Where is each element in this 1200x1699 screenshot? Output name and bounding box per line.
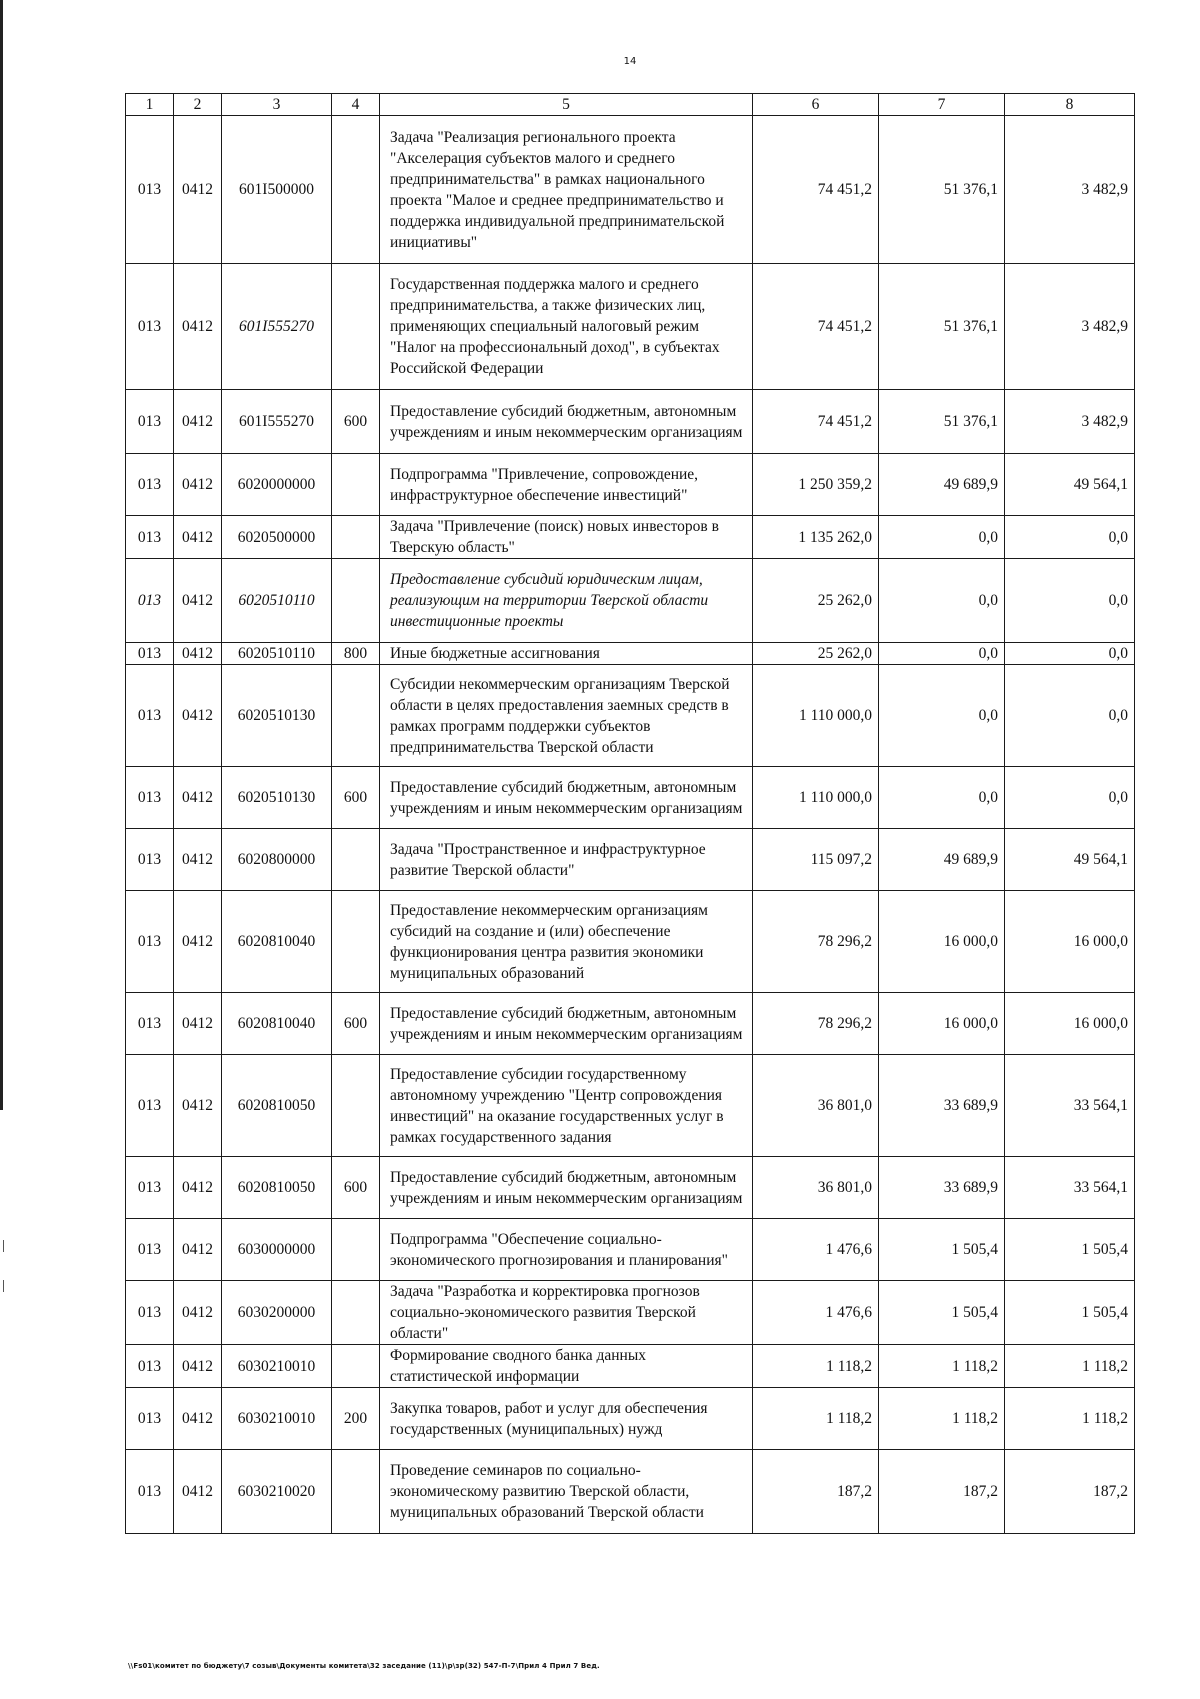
amount-2022-cell: 0,0	[879, 643, 1005, 665]
amount-2022-cell: 0,0	[879, 516, 1005, 559]
amount-2021-cell: 74 451,2	[753, 264, 879, 390]
amount-2023-cell: 0,0	[1005, 516, 1135, 559]
admin-code-cell: 013	[126, 665, 174, 767]
table-row	[126, 993, 1135, 1055]
target-article-cell: 6030200000	[222, 1281, 332, 1345]
amount-2022-cell: 1 118,2	[879, 1388, 1005, 1450]
expense-type-cell	[332, 454, 380, 516]
description-cell: Задача "Разработка и корректировка прогнозов социально-экономического развития Тверской области"	[380, 1281, 753, 1345]
description-cell: Предоставление субсидии государственному автономному учреждению "Центр сопровождения инвестиций" на оказание государственных услуг в рамках государственного задания	[380, 1055, 753, 1157]
amount-2023-cell: 3 482,9	[1005, 390, 1135, 454]
target-article-cell: 6020510110	[222, 559, 332, 643]
section-code-cell: 0412	[174, 891, 222, 993]
section-code-cell: 0412	[174, 559, 222, 643]
expense-type-cell	[332, 1219, 380, 1281]
table-row	[126, 665, 1135, 767]
expense-type-cell	[332, 1450, 380, 1534]
amount-2023-cell: 3 482,9	[1005, 264, 1135, 390]
target-article-cell: 6020810040	[222, 891, 332, 993]
amount-2021-cell: 1 476,6	[753, 1281, 879, 1345]
description-cell: Задача "Привлечение (поиск) новых инвесторов в Тверскую область"	[380, 516, 753, 559]
amount-2023-cell: 16 000,0	[1005, 993, 1135, 1055]
amount-2023-cell: 0,0	[1005, 559, 1135, 643]
amount-2021-cell: 36 801,0	[753, 1157, 879, 1219]
header-cell: 5	[380, 94, 753, 116]
target-article-cell: 6020810040	[222, 993, 332, 1055]
table-row	[126, 516, 1135, 559]
target-article-cell: 601I555270	[222, 390, 332, 454]
amount-2021-cell: 1 135 262,0	[753, 516, 879, 559]
amount-2023-cell: 187,2	[1005, 1450, 1135, 1534]
amount-2023-cell: 1 118,2	[1005, 1345, 1135, 1388]
target-article-cell: 6020810050	[222, 1157, 332, 1219]
expense-type-cell	[332, 559, 380, 643]
amount-2023-cell: 1 118,2	[1005, 1388, 1135, 1450]
target-article-cell: 601I500000	[222, 116, 332, 264]
admin-code-cell: 013	[126, 829, 174, 891]
amount-2021-cell: 74 451,2	[753, 390, 879, 454]
expense-type-cell	[332, 891, 380, 993]
admin-code-cell: 013	[126, 1345, 174, 1388]
amount-2023-cell: 0,0	[1005, 643, 1135, 665]
description-cell: Предоставление некоммерческим организациям субсидий на создание и (или) обеспечение функционирования центра развития экономики муниципальных образований	[380, 891, 753, 993]
admin-code-cell: 013	[126, 454, 174, 516]
target-article-cell: 6020000000	[222, 454, 332, 516]
amount-2022-cell: 49 689,9	[879, 829, 1005, 891]
table-row	[126, 1055, 1135, 1157]
amount-2021-cell: 25 262,0	[753, 559, 879, 643]
amount-2023-cell: 49 564,1	[1005, 454, 1135, 516]
expense-type-cell	[332, 1345, 380, 1388]
table-row	[126, 1157, 1135, 1219]
description-cell: Задача "Пространственное и инфраструктурное развитие Тверской области"	[380, 829, 753, 891]
section-code-cell: 0412	[174, 454, 222, 516]
target-article-cell: 6020500000	[222, 516, 332, 559]
description-cell: Подпрограмма "Привлечение, сопровождение, инфраструктурное обеспечение инвестиций"	[380, 454, 753, 516]
expense-type-cell: 600	[332, 993, 380, 1055]
table-row	[126, 643, 1135, 665]
admin-code-cell: 013	[126, 1388, 174, 1450]
amount-2021-cell: 1 110 000,0	[753, 767, 879, 829]
expense-type-cell	[332, 829, 380, 891]
amount-2023-cell: 1 505,4	[1005, 1281, 1135, 1345]
description-cell: Предоставление субсидий бюджетным, автономным учреждениям и иным некоммерческим организациям	[380, 767, 753, 829]
table-row	[126, 1281, 1135, 1345]
expense-type-cell	[332, 516, 380, 559]
header-cell: 8	[1005, 94, 1135, 116]
section-code-cell: 0412	[174, 829, 222, 891]
amount-2023-cell: 0,0	[1005, 665, 1135, 767]
scan-mark	[3, 1240, 4, 1252]
admin-code-cell: 013	[126, 767, 174, 829]
page-number: 14	[623, 56, 637, 67]
amount-2023-cell: 33 564,1	[1005, 1157, 1135, 1219]
footer-file-path: \\Fs01\комитет по бюджету\7 созыв\Документы комитета\32 заседание (11)\р\зр(32) 547-П-7\Прил 4 Прил 7 Вед.	[128, 1662, 600, 1670]
header-cell: 4	[332, 94, 380, 116]
amount-2021-cell: 78 296,2	[753, 993, 879, 1055]
target-article-cell: 6020810050	[222, 1055, 332, 1157]
description-cell: Закупка товаров, работ и услуг для обеспечения государственных (муниципальных) нужд	[380, 1388, 753, 1450]
header-cell: 1	[126, 94, 174, 116]
description-cell: Подпрограмма "Обеспечение социально-экономического прогнозирования и планирования"	[380, 1219, 753, 1281]
amount-2022-cell: 51 376,1	[879, 116, 1005, 264]
section-code-cell: 0412	[174, 993, 222, 1055]
expense-type-cell: 600	[332, 767, 380, 829]
scan-mark	[3, 1280, 4, 1292]
description-cell: Предоставление субсидий бюджетным, автономным учреждениям и иным некоммерческим организациям	[380, 1157, 753, 1219]
description-cell: Задача "Реализация регионального проекта "Акселерация субъектов малого и среднего предпринимательства" в рамках национального проекта "Малое и среднее предпринимательство и поддержка индивидуальной предпринимательской инициативы"	[380, 116, 753, 264]
amount-2023-cell: 16 000,0	[1005, 891, 1135, 993]
table-row	[126, 1450, 1135, 1534]
description-cell: Проведение семинаров по социально-экономическому развитию Тверской области, муниципальных образований Тверской области	[380, 1450, 753, 1534]
section-code-cell: 0412	[174, 1219, 222, 1281]
admin-code-cell: 013	[126, 993, 174, 1055]
amount-2022-cell: 187,2	[879, 1450, 1005, 1534]
amount-2022-cell: 49 689,9	[879, 454, 1005, 516]
expense-type-cell	[332, 116, 380, 264]
section-code-cell: 0412	[174, 643, 222, 665]
amount-2023-cell: 33 564,1	[1005, 1055, 1135, 1157]
admin-code-cell: 013	[126, 891, 174, 993]
table-row	[126, 264, 1135, 390]
section-code-cell: 0412	[174, 264, 222, 390]
table-body	[126, 116, 1135, 1534]
amount-2021-cell: 1 250 359,2	[753, 454, 879, 516]
section-code-cell: 0412	[174, 1450, 222, 1534]
description-cell: Государственная поддержка малого и среднего предпринимательства, а также физических лиц, применяющих специальный налоговый режим "Налог на профессиональный доход", в субъектах Российской Федерации	[380, 264, 753, 390]
budget-table	[125, 93, 1135, 1534]
table-row	[126, 767, 1135, 829]
admin-code-cell: 013	[126, 643, 174, 665]
expense-type-cell: 600	[332, 1157, 380, 1219]
amount-2022-cell: 33 689,9	[879, 1055, 1005, 1157]
amount-2022-cell: 1 505,4	[879, 1281, 1005, 1345]
header-row	[126, 94, 1135, 116]
description-cell: Предоставление субсидий бюджетным, автономным учреждениям и иным некоммерческим организациям	[380, 993, 753, 1055]
section-code-cell: 0412	[174, 116, 222, 264]
admin-code-cell: 013	[126, 559, 174, 643]
amount-2022-cell: 33 689,9	[879, 1157, 1005, 1219]
description-cell: Предоставление субсидий юридическим лицам, реализующим на территории Тверской области инвестиционные проекты	[380, 559, 753, 643]
admin-code-cell: 013	[126, 1450, 174, 1534]
amount-2023-cell: 3 482,9	[1005, 116, 1135, 264]
description-cell: Иные бюджетные ассигнования	[380, 643, 753, 665]
amount-2021-cell: 78 296,2	[753, 891, 879, 993]
amount-2021-cell: 1 110 000,0	[753, 665, 879, 767]
target-article-cell: 6030000000	[222, 1219, 332, 1281]
header-cell: 6	[753, 94, 879, 116]
admin-code-cell: 013	[126, 516, 174, 559]
table-row	[126, 1219, 1135, 1281]
amount-2022-cell: 0,0	[879, 559, 1005, 643]
target-article-cell: 6030210020	[222, 1450, 332, 1534]
amount-2022-cell: 51 376,1	[879, 264, 1005, 390]
target-article-cell: 6030210010	[222, 1388, 332, 1450]
description-cell: Предоставление субсидий бюджетным, автономным учреждениям и иным некоммерческим организациям	[380, 390, 753, 454]
table-row	[126, 1388, 1135, 1450]
amount-2023-cell: 0,0	[1005, 767, 1135, 829]
description-cell: Формирование сводного банка данных статистической информации	[380, 1345, 753, 1388]
amount-2021-cell: 1 476,6	[753, 1219, 879, 1281]
amount-2021-cell: 25 262,0	[753, 643, 879, 665]
table-row	[126, 1345, 1135, 1388]
table-row	[126, 454, 1135, 516]
section-code-cell: 0412	[174, 516, 222, 559]
table-row	[126, 891, 1135, 993]
expense-type-cell: 800	[332, 643, 380, 665]
amount-2021-cell: 187,2	[753, 1450, 879, 1534]
target-article-cell: 6020510110	[222, 643, 332, 665]
target-article-cell: 6020510130	[222, 767, 332, 829]
admin-code-cell: 013	[126, 390, 174, 454]
admin-code-cell: 013	[126, 1219, 174, 1281]
section-code-cell: 0412	[174, 390, 222, 454]
expense-type-cell	[332, 1281, 380, 1345]
target-article-cell: 6020510130	[222, 665, 332, 767]
expense-type-cell	[332, 1055, 380, 1157]
amount-2021-cell: 74 451,2	[753, 116, 879, 264]
section-code-cell: 0412	[174, 1345, 222, 1388]
admin-code-cell: 013	[126, 1157, 174, 1219]
admin-code-cell: 013	[126, 264, 174, 390]
amount-2022-cell: 51 376,1	[879, 390, 1005, 454]
amount-2022-cell: 16 000,0	[879, 993, 1005, 1055]
amount-2021-cell: 1 118,2	[753, 1345, 879, 1388]
table-row	[126, 390, 1135, 454]
table-row	[126, 829, 1135, 891]
expense-type-cell	[332, 264, 380, 390]
amount-2022-cell: 1 118,2	[879, 1345, 1005, 1388]
amount-2022-cell: 0,0	[879, 767, 1005, 829]
description-cell: Субсидии некоммерческим организациям Тверской области в целях предоставления заемных средств в рамках программ поддержки субъектов предпринимательства Тверской области	[380, 665, 753, 767]
table-row	[126, 559, 1135, 643]
amount-2022-cell: 16 000,0	[879, 891, 1005, 993]
expense-type-cell: 600	[332, 390, 380, 454]
table-header	[126, 94, 1135, 116]
section-code-cell: 0412	[174, 1388, 222, 1450]
amount-2021-cell: 115 097,2	[753, 829, 879, 891]
section-code-cell: 0412	[174, 1157, 222, 1219]
section-code-cell: 0412	[174, 665, 222, 767]
section-code-cell: 0412	[174, 1281, 222, 1345]
amount-2022-cell: 1 505,4	[879, 1219, 1005, 1281]
amount-2023-cell: 49 564,1	[1005, 829, 1135, 891]
expense-type-cell: 200	[332, 1388, 380, 1450]
header-cell: 7	[879, 94, 1005, 116]
target-article-cell: 6030210010	[222, 1345, 332, 1388]
section-code-cell: 0412	[174, 1055, 222, 1157]
target-article-cell: 6020800000	[222, 829, 332, 891]
target-article-cell: 601I555270	[222, 264, 332, 390]
scan-edge	[0, 0, 3, 1110]
amount-2021-cell: 36 801,0	[753, 1055, 879, 1157]
amount-2021-cell: 1 118,2	[753, 1388, 879, 1450]
header-cell: 2	[174, 94, 222, 116]
admin-code-cell: 013	[126, 1055, 174, 1157]
amount-2022-cell: 0,0	[879, 665, 1005, 767]
table-row	[126, 116, 1135, 264]
admin-code-cell: 013	[126, 1281, 174, 1345]
amount-2023-cell: 1 505,4	[1005, 1219, 1135, 1281]
admin-code-cell: 013	[126, 116, 174, 264]
expense-type-cell	[332, 665, 380, 767]
header-cell: 3	[222, 94, 332, 116]
section-code-cell: 0412	[174, 767, 222, 829]
